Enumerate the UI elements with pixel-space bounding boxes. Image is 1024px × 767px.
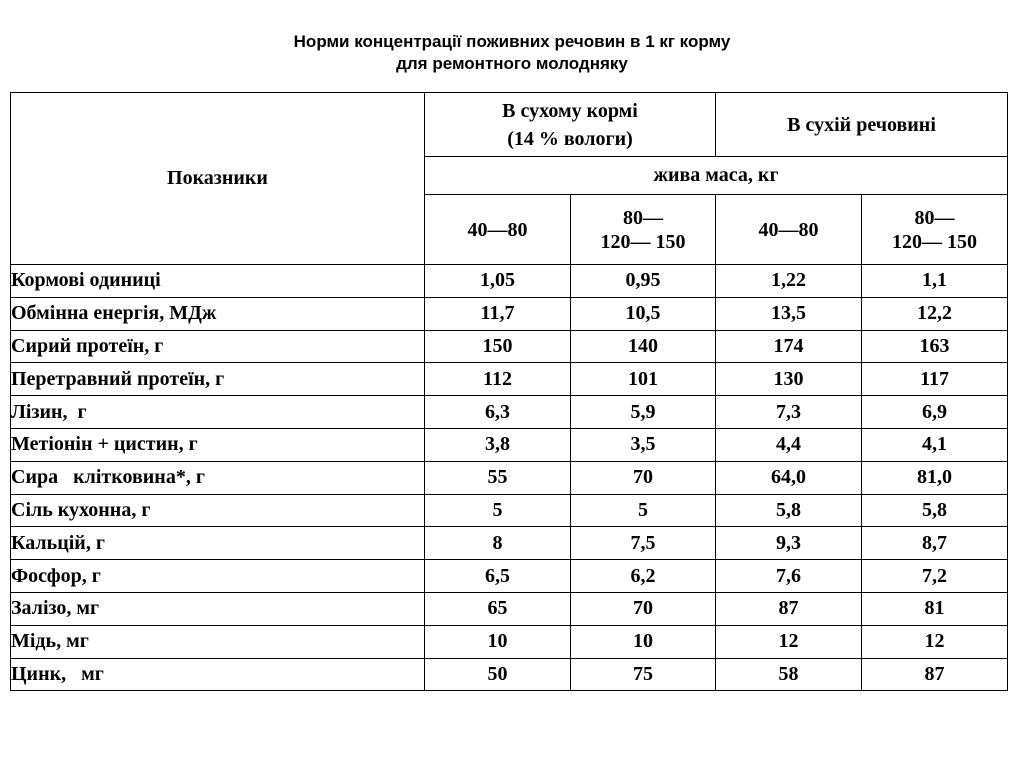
row-label: Метіонін + цистин, г: [11, 428, 425, 461]
row-label: Кормові одиниці: [11, 265, 425, 298]
table-cell: 7,5: [571, 527, 716, 560]
table-cell: 8,7: [862, 527, 1008, 560]
weight-col-header: [716, 195, 862, 265]
table-cell: 12: [862, 625, 1008, 658]
row-label: Сира клітковина*, г: [11, 461, 425, 494]
table-cell: 0,95: [571, 265, 716, 298]
table-cell: 87: [716, 592, 862, 625]
table-cell: 50: [425, 658, 571, 691]
row-label: Сіль кухонна, г: [11, 494, 425, 527]
table-cell: 75: [571, 658, 716, 691]
weight-col-line-2: 120— 150: [892, 230, 978, 253]
table-cell: 3,8: [425, 428, 571, 461]
table-cell: 64,0: [716, 461, 862, 494]
table-row: [11, 461, 1008, 494]
table-row: [11, 560, 1008, 593]
table-cell: 9,3: [716, 527, 862, 560]
nutrient-norms-table: [10, 92, 1008, 691]
table-row: [11, 396, 1008, 429]
table-cell: 6,3: [425, 396, 571, 429]
table-row: [11, 592, 1008, 625]
table-cell: 101: [571, 363, 716, 396]
row-label: Фосфор, г: [11, 560, 425, 593]
dry-feed-header-line-1: В сухому кормі: [502, 99, 638, 122]
table-cell: 5: [571, 494, 716, 527]
table-cell: 6,2: [571, 560, 716, 593]
row-label: Залізо, мг: [11, 592, 425, 625]
table-cell: 7,3: [716, 396, 862, 429]
row-label: Кальцій, г: [11, 527, 425, 560]
table-row: [11, 297, 1008, 330]
table-cell: 112: [425, 363, 571, 396]
table-cell: 5: [425, 494, 571, 527]
table-cell: 174: [716, 330, 862, 363]
table-cell: 4,4: [716, 428, 862, 461]
dry-feed-header-line-2: (14 % вологи): [507, 127, 633, 150]
table-cell: 1,22: [716, 265, 862, 298]
live-weight-header: жива маса, кг: [425, 157, 1008, 195]
row-label: Лізин, г: [11, 396, 425, 429]
table-cell: 70: [571, 592, 716, 625]
dry-feed-header: [425, 93, 716, 157]
table-cell: 1,1: [862, 265, 1008, 298]
table-row: [11, 428, 1008, 461]
dry-matter-header: В сухій речовині: [716, 93, 1008, 157]
weight-col-header: [571, 195, 716, 265]
row-label: Цинк, мг: [11, 658, 425, 691]
table-cell: 13,5: [716, 297, 862, 330]
table-row: [11, 527, 1008, 560]
table-row: [11, 363, 1008, 396]
table-cell: 87: [862, 658, 1008, 691]
row-label: Мідь, мг: [11, 625, 425, 658]
weight-col-line-1: 80—: [914, 206, 955, 229]
row-label: Сирий протеїн, г: [11, 330, 425, 363]
document-title: [0, 31, 1024, 75]
table-cell: 130: [716, 363, 862, 396]
table-cell: 8: [425, 527, 571, 560]
title-line-1: Норми концентрації поживних речовин в 1 кг корму: [293, 32, 731, 51]
title-line-2: для ремонтного молодняку: [396, 54, 628, 73]
table-cell: 4,1: [862, 428, 1008, 461]
weight-col-line-1: 40—80: [758, 218, 819, 241]
table-row: [11, 494, 1008, 527]
table-cell: 12: [716, 625, 862, 658]
table-cell: 6,9: [862, 396, 1008, 429]
table-cell: 10: [425, 625, 571, 658]
weight-col-line-1: 40—80: [467, 218, 528, 241]
table-row: [11, 330, 1008, 363]
weight-col-line-2: 120— 150: [600, 230, 686, 253]
table-cell: 150: [425, 330, 571, 363]
indicator-header: Показники: [11, 93, 425, 265]
table-cell: 5,8: [716, 494, 862, 527]
row-label: Перетравний протеїн, г: [11, 363, 425, 396]
weight-col-line-1: 80—: [623, 206, 663, 229]
table-cell: 58: [716, 658, 862, 691]
weight-col-header: [862, 195, 1008, 265]
table-row: [11, 265, 1008, 298]
table-cell: 10: [571, 625, 716, 658]
table-cell: 5,9: [571, 396, 716, 429]
table-cell: 1,05: [425, 265, 571, 298]
table-cell: 70: [571, 461, 716, 494]
table-row: [11, 658, 1008, 691]
table-cell: 81,0: [862, 461, 1008, 494]
table-cell: 7,6: [716, 560, 862, 593]
table-cell: 117: [862, 363, 1008, 396]
table-cell: 163: [862, 330, 1008, 363]
table-cell: 6,5: [425, 560, 571, 593]
weight-col-header: [425, 195, 571, 265]
table-cell: 5,8: [862, 494, 1008, 527]
table-cell: 81: [862, 592, 1008, 625]
table-cell: 140: [571, 330, 716, 363]
table-cell: 55: [425, 461, 571, 494]
table-cell: 10,5: [571, 297, 716, 330]
table-cell: 3,5: [571, 428, 716, 461]
table-cell: 7,2: [862, 560, 1008, 593]
table-cell: 12,2: [862, 297, 1008, 330]
row-label: Обмінна енергія, МДж: [11, 297, 425, 330]
table-cell: 11,7: [425, 297, 571, 330]
table-cell: 65: [425, 592, 571, 625]
table-row: [11, 625, 1008, 658]
